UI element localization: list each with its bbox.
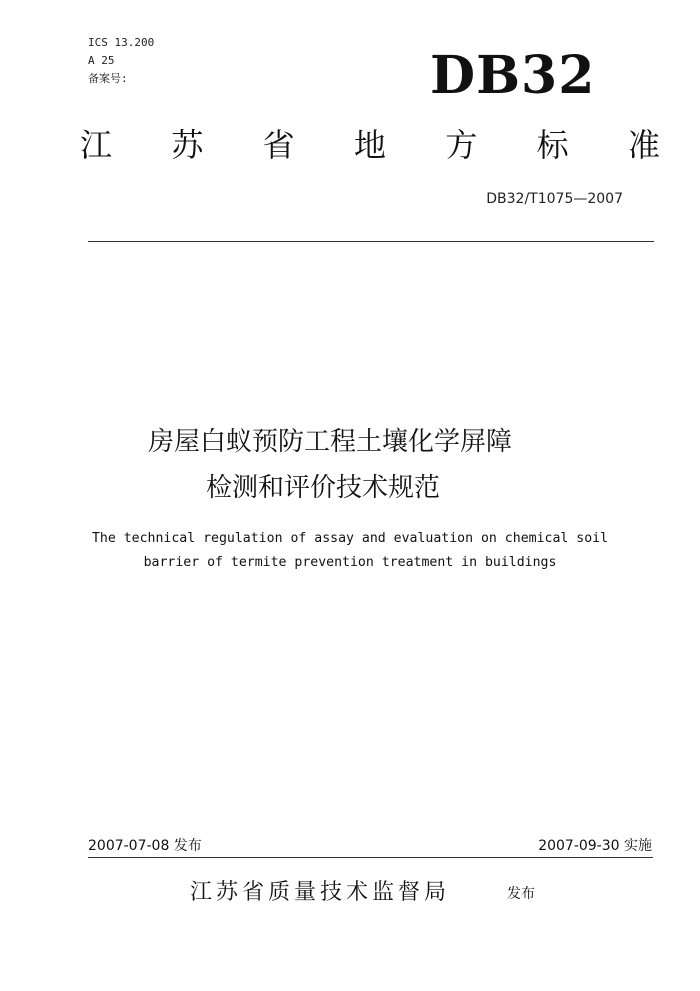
standard-type-char: 地 [353, 126, 386, 164]
standard-type-char: 江 [80, 126, 113, 164]
standard-number: DB32/T1075—2007 [486, 191, 623, 207]
standard-type-title [80, 123, 660, 167]
standard-type-char: 苏 [171, 126, 204, 164]
standard-type-char: 方 [445, 126, 478, 164]
standard-type-char: 省 [262, 126, 295, 164]
title-en-line-1: The technical regulation of assay and evaluation on chemical soil [91, 531, 609, 546]
publisher-name: 江苏省质量技术监督局 [190, 880, 451, 905]
title-cn-line-1: 房屋白蚁预防工程土壤化学屏障 [148, 427, 513, 457]
publisher-suffix: 发布 [507, 886, 535, 902]
implementation-date: 2007-09-30 实施 [538, 838, 652, 854]
bottom-divider [88, 857, 653, 858]
title-cn-line-2: 检测和评价技术规范 [206, 473, 441, 503]
standard-type-char: 准 [627, 126, 660, 164]
top-divider [88, 241, 654, 242]
standard-type-char: 标 [536, 126, 569, 164]
filing-number-label: 备案号: [88, 72, 128, 85]
release-date: 2007-07-08 发布 [88, 838, 202, 854]
ics-code: ICS 13.200 [88, 36, 155, 49]
title-en-line-2: barrier of termite prevention treatment in buildings [143, 555, 557, 570]
category-code: A 25 [88, 54, 115, 67]
doc-code-logo: DB32 [430, 45, 596, 106]
